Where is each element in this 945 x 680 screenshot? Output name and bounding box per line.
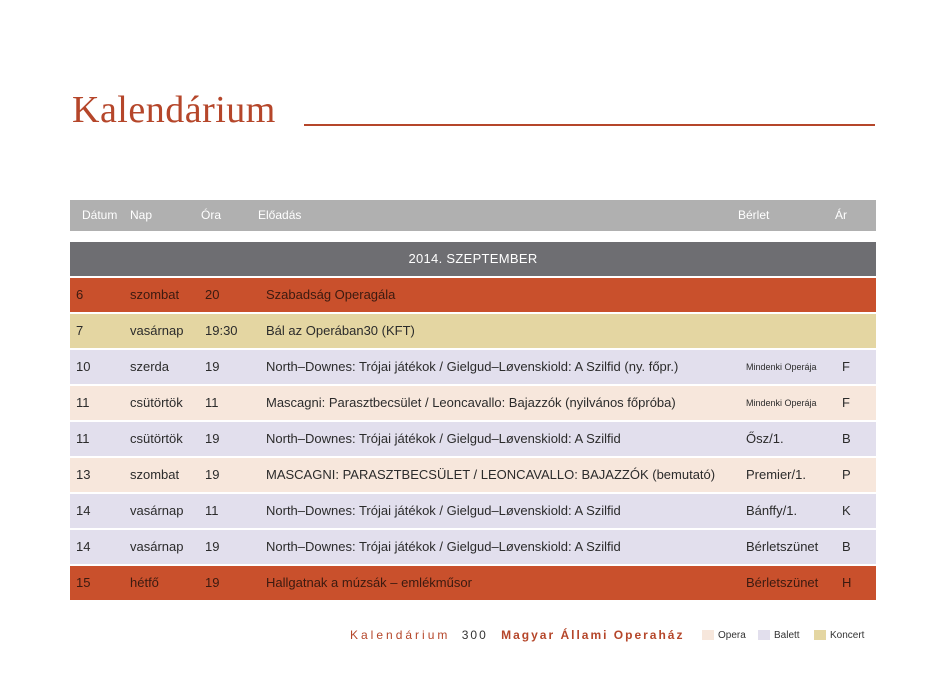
title-rule	[304, 124, 875, 126]
page-title: Kalendárium	[72, 89, 276, 131]
row-time: 19	[205, 467, 220, 482]
header-subscription: Bérlet	[738, 208, 770, 222]
row-time: 11	[205, 395, 219, 410]
row-date: 11	[76, 431, 90, 446]
page-footer	[350, 628, 684, 642]
row-title: Hallgatnak a múzsák – emlékműsor	[266, 575, 472, 590]
row-time: 19	[205, 431, 220, 446]
row-time: 11	[205, 503, 219, 518]
legend-label-opera: Opera	[718, 630, 746, 641]
legend-label-ballet: Balett	[774, 630, 800, 641]
table-row	[70, 566, 876, 600]
row-price: F	[842, 359, 850, 374]
row-title: Szabadság Operagála	[266, 287, 396, 302]
table-row	[70, 530, 876, 564]
row-date: 6	[76, 287, 84, 302]
legend-ballet	[758, 630, 800, 641]
row-day: szombat	[130, 467, 180, 482]
row-price: B	[842, 539, 851, 554]
row-price: P	[842, 467, 851, 482]
legend-concert	[814, 630, 864, 641]
row-day: vasárnap	[130, 503, 184, 518]
row-title: North–Downes: Trójai játékok / Gielgud–Løvenskiold: A Szilfid	[266, 503, 621, 518]
table-row	[70, 494, 876, 528]
table-row	[70, 386, 876, 420]
row-subscription: Mindenki Operája	[746, 398, 817, 408]
table-row	[70, 350, 876, 384]
header-date: Dátum	[82, 208, 118, 222]
row-title: Mascagni: Parasztbecsület / Leoncavallo: Bajazzók (nyilvános főpróba)	[266, 395, 676, 410]
footer-section: Kalendárium	[350, 628, 451, 642]
row-subscription: Bánffy/1.	[746, 503, 798, 518]
header-performance: Előadás	[258, 208, 302, 222]
row-day: szerda	[130, 359, 170, 374]
row-date: 14	[76, 503, 91, 518]
legend-swatch-concert	[814, 630, 826, 640]
row-subscription: Premier/1.	[746, 467, 806, 482]
page-number: 300	[461, 628, 488, 642]
footer-house: Magyar Állami Operaház	[501, 628, 685, 642]
row-date: 15	[76, 575, 91, 590]
header-price: Ár	[835, 208, 847, 222]
legend-label-concert: Koncert	[830, 630, 865, 641]
row-title: North–Downes: Trójai játékok / Gielgud–Løvenskiold: A Szilfid	[266, 431, 621, 446]
legend-swatch-ballet	[758, 630, 770, 640]
legend-opera	[702, 630, 746, 641]
row-title: Bál az Operában30 (KFT)	[266, 323, 415, 338]
row-date: 10	[76, 359, 91, 374]
table-row	[70, 422, 876, 456]
header-day: Nap	[130, 208, 153, 222]
row-price: H	[842, 575, 852, 590]
row-time: 19	[205, 575, 220, 590]
page-header	[72, 88, 875, 132]
row-day: hétfő	[130, 575, 159, 590]
row-price: B	[842, 431, 851, 446]
legend-swatch-opera	[702, 630, 714, 640]
table-row	[70, 458, 876, 492]
row-time: 19	[205, 359, 220, 374]
row-title: North–Downes: Trójai játékok / Gielgud–Løvenskiold: A Szilfid (ny. főpr.)	[266, 359, 679, 374]
table-header	[70, 200, 876, 231]
row-date: 13	[76, 467, 91, 482]
row-time: 20	[205, 287, 220, 302]
row-time: 19	[205, 539, 220, 554]
table-row	[70, 278, 876, 312]
row-date: 7	[76, 323, 84, 338]
row-subscription: Bérletszünet	[746, 539, 819, 554]
row-price: K	[842, 503, 851, 518]
row-day: vasárnap	[130, 323, 184, 338]
row-day: csütörtök	[130, 395, 183, 410]
row-subscription: Mindenki Operája	[746, 362, 817, 372]
row-subscription: Bérletszünet	[746, 575, 819, 590]
row-date: 14	[76, 539, 91, 554]
row-price: F	[842, 395, 850, 410]
header-time: Óra	[201, 208, 222, 222]
row-title: MASCAGNI: PARASZTBECSÜLET / LEONCAVALLO: BAJAZZÓK (bemutató)	[266, 467, 716, 482]
schedule-table	[70, 278, 876, 602]
row-time: 19:30	[205, 323, 238, 338]
row-day: szombat	[130, 287, 180, 302]
row-subscription: Ősz/1.	[746, 431, 784, 446]
table-row	[70, 314, 876, 348]
row-title: North–Downes: Trójai játékok / Gielgud–Løvenskiold: A Szilfid	[266, 539, 621, 554]
row-day: csütörtök	[130, 431, 183, 446]
row-date: 11	[76, 395, 90, 410]
month-heading: 2014. SZEPTEMBER	[70, 242, 876, 276]
row-day: vasárnap	[130, 539, 184, 554]
